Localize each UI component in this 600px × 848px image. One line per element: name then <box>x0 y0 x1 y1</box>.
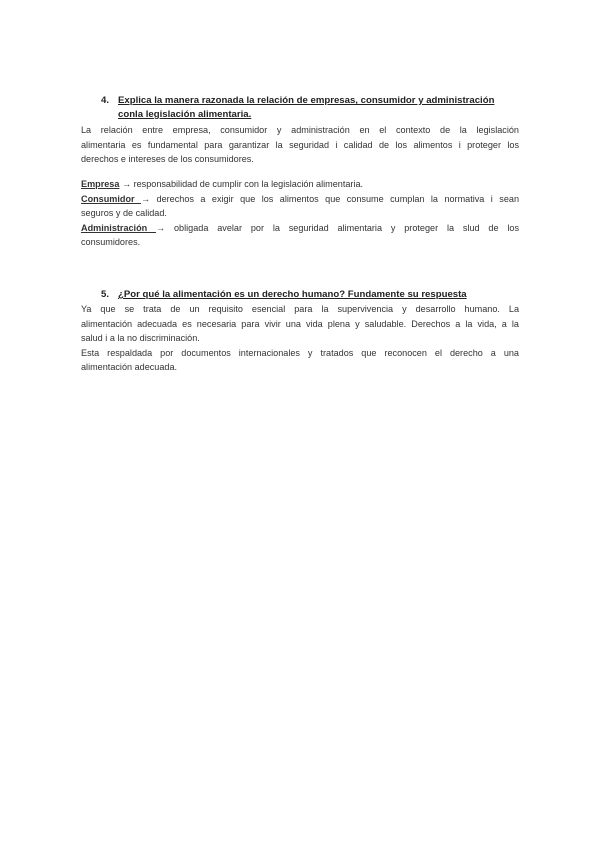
role-text: → derechos a exigir que los alimentos que consume cumplan la normativa i sean <box>141 193 519 204</box>
answer-line: La relación entre empresa, consumidor y administración en el contexto de la legislación <box>81 125 519 135</box>
answer-line: alimentación adecuada. <box>81 362 178 372</box>
role-term: Administración <box>81 222 157 233</box>
question-title: ¿Por qué la alimentación es un derecho humano? Fundamente su respuesta <box>118 289 467 300</box>
question-4-heading-cont: conla legislación alimentaria. <box>118 109 252 120</box>
role-consumidor-cont: seguros y de calidad. <box>81 208 167 218</box>
answer-line: salud i a la no discriminación. <box>81 333 200 343</box>
question-4-answer <box>81 123 519 167</box>
role-administracion-cont: consumidores. <box>81 237 141 247</box>
role-term: Empresa <box>81 179 120 189</box>
role-text: → obligada avelar por la seguridad alimentaria y proteger la slud de los <box>156 222 520 233</box>
question-4-heading <box>101 95 494 106</box>
role-consumidor <box>81 192 519 207</box>
role-text: → responsabilidad de cumplir con la legislación alimentaria. <box>119 179 364 189</box>
answer-line: alimentación adecuada es necesaria para vivir una vida plena y saludable. Derechos a la vida, a la <box>81 318 519 329</box>
answer-line: Esta respaldada por documentos internacionales y tratados que reconocen el derecho a una <box>81 347 519 358</box>
role-administracion <box>81 221 519 236</box>
question-5-answer <box>81 302 519 375</box>
answer-line: Ya que se trata de un requisito esencial para la supervivencia y desarrollo humano. La <box>81 304 519 314</box>
roles-list <box>81 177 519 250</box>
role-term: Consumidor <box>81 193 141 204</box>
question-5-heading <box>101 289 467 300</box>
answer-line: alimentaria es fundamental para garantizar la seguridad i calidad de los alimentos i proteger los <box>81 139 519 150</box>
question-title: Explica la manera razonada la relación de empresas, consumidor y administración <box>118 95 495 106</box>
role-empresa <box>81 177 519 192</box>
question-number: 5. <box>101 289 110 300</box>
answer-line: derechos e intereses de los consumidores. <box>81 154 254 164</box>
question-number: 4. <box>101 95 110 106</box>
